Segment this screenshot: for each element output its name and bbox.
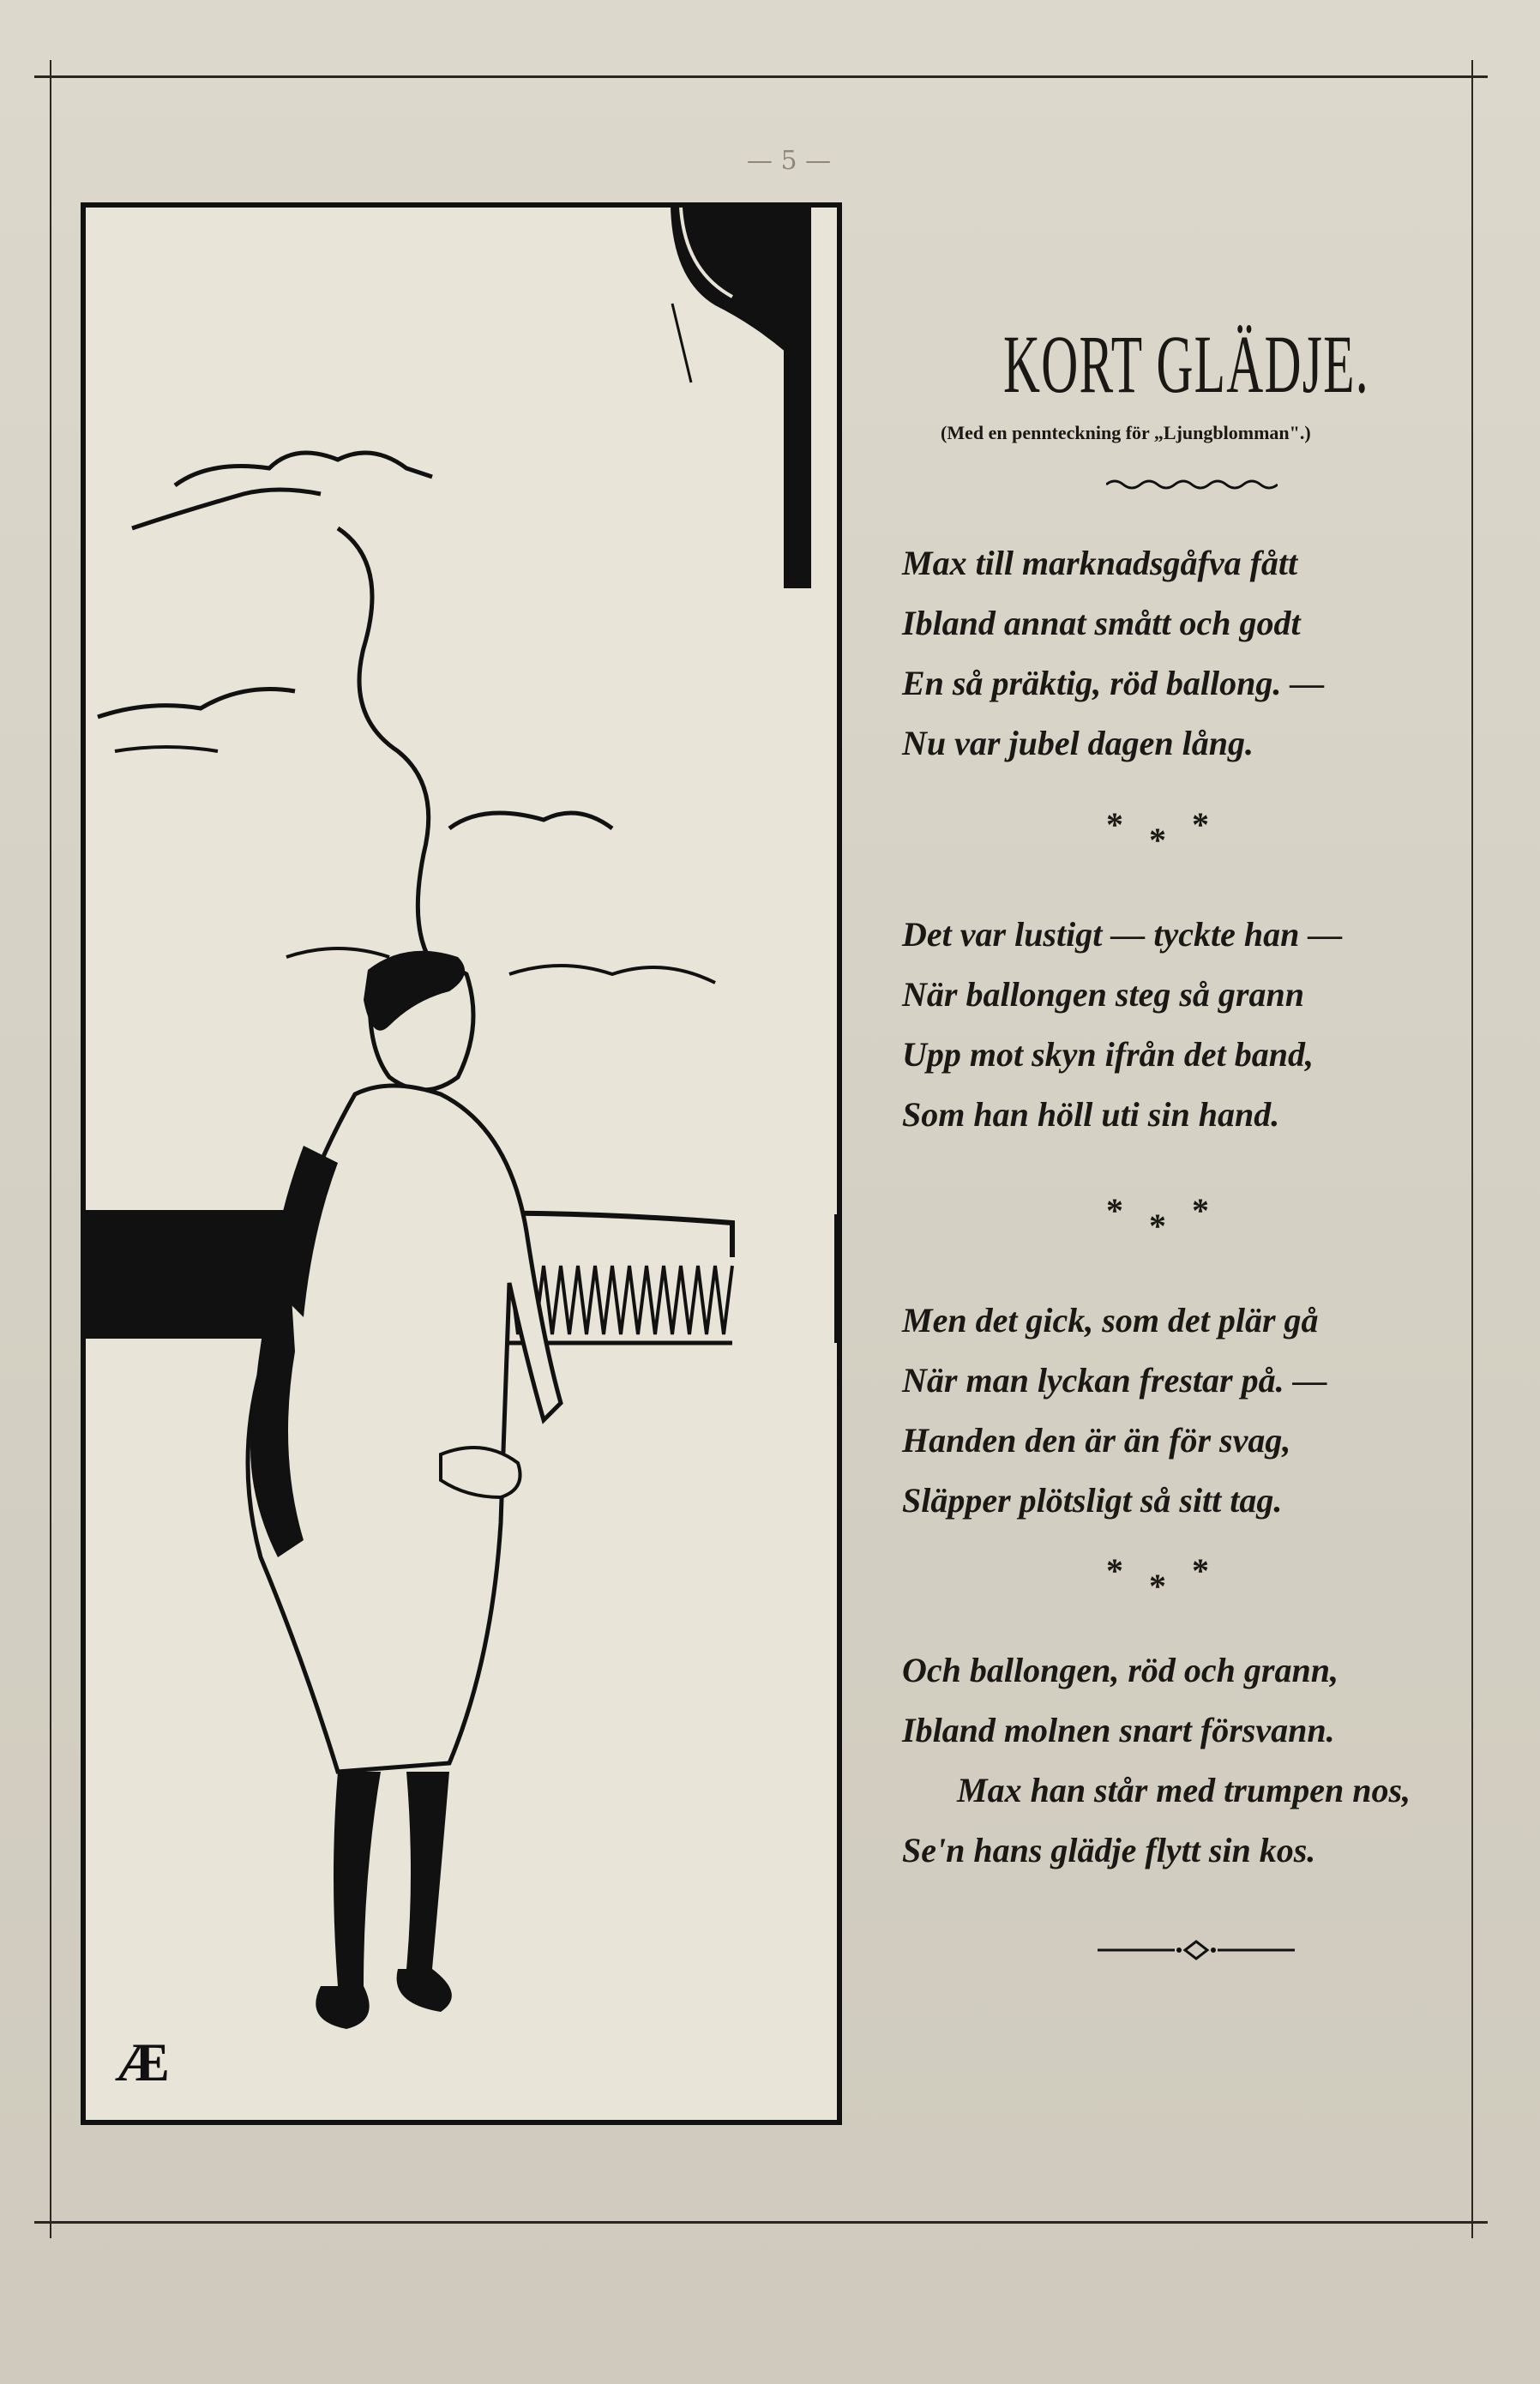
verse-line: Ibland molnen snart försvann. [902, 1711, 1335, 1749]
stanza-3 [902, 1291, 1468, 1531]
right-rule [1471, 60, 1473, 2238]
illustrator-signature: Æ [115, 2032, 170, 2092]
stanza-4 [902, 1641, 1468, 1881]
left-rule [50, 60, 51, 2238]
bottom-rule [34, 2221, 1488, 2224]
asterism-separator: * * * [1106, 1191, 1209, 1245]
poem-subtitle: (Med en pennteckning för „Ljungblomman".) [941, 422, 1311, 443]
stanza-2 [902, 905, 1468, 1145]
verse-line: Ibland annat smått och godt [902, 604, 1301, 642]
end-ornament [1098, 1940, 1295, 1960]
verse-line: Max till marknadsgåfva fått [902, 544, 1298, 582]
verse-line: Upp mot skyn ifrån det band, [902, 1035, 1314, 1074]
verse-line: Det var lustigt — tyckte han — [902, 915, 1343, 954]
verse-line: Handen den är än för svag, [902, 1421, 1291, 1460]
asterism-separator: * * * [1106, 805, 1209, 859]
verse-line: Se'n hans glädje flytt sin kos. [902, 1831, 1316, 1869]
verse-line: En så präktig, röd ballong. — [902, 664, 1325, 702]
verse-line: Max han står med trumpen nos, [957, 1771, 1411, 1809]
verse-line: Men det gick, som det plär gå [902, 1301, 1319, 1339]
page-number: — 5 — [746, 146, 832, 176]
verse-line: När man lyckan frestar på. — [902, 1361, 1327, 1400]
asterism-separator: * * * [1106, 1551, 1209, 1605]
wavy-rule-ornament [1106, 476, 1278, 493]
verse-line: Nu var jubel dagen lång. [902, 724, 1254, 762]
poem-title: KORT GLÄDJE. [1003, 318, 1369, 410]
verse-line: När ballongen steg så grann [902, 975, 1304, 1014]
stanza-1 [902, 533, 1468, 774]
pen-drawing-illustration [81, 202, 842, 2125]
verse-line: Släpper plötsligt så sitt tag. [902, 1481, 1283, 1520]
top-rule [34, 75, 1488, 78]
verse-line: Och ballongen, röd och grann, [902, 1651, 1338, 1689]
verse-line: Som han höll uti sin hand. [902, 1095, 1280, 1134]
